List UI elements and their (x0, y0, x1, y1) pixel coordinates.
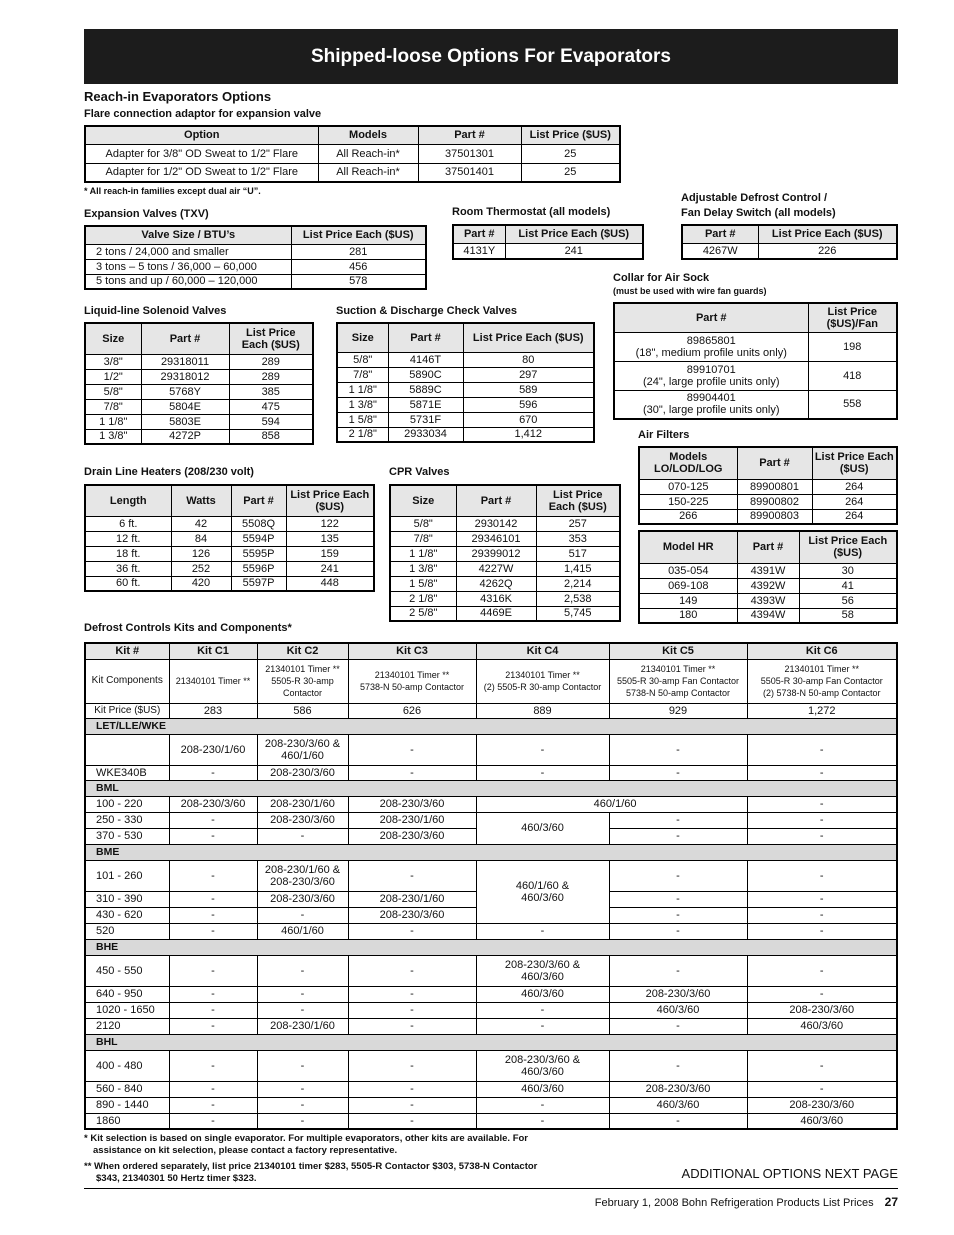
table-row: Kit Price ($US) 283 586 626 889 929 1,272 (85, 703, 897, 718)
table-row: 640 - 950 - - - 460/3/60 208-230/3/60 - (85, 986, 897, 1002)
table-row: 266 89900803 264 (639, 509, 897, 524)
solenoid-title: Liquid-line Solenoid Valves (84, 305, 227, 317)
footer-rule (84, 1188, 898, 1189)
table-row: 520 - 460/1/60 - - - - (85, 923, 897, 939)
table-row: 035-054 4391W 30 (639, 563, 897, 578)
collar-table: Part # List Price ($US)/Fan 89865801 (18", medium profile units only) 198 89910701 (24", large profile units only) 418 89904401 (30", large profile units only) 558 (613, 302, 898, 420)
txv-title: Expansion Valves (TXV) (84, 208, 209, 220)
table-row: 150-225 89900802 264 (639, 494, 897, 509)
table-row: 89904401 (30", large profile units only) 558 (614, 390, 897, 419)
table-row: 180 4394W 58 (639, 608, 897, 623)
filters-table-hr: Model HR Part # List Price Each ($US) 035-054 4391W 30 069-108 4392W 41 149 4393W 56 180 4394W 58 (638, 530, 898, 624)
table-row: 3 tons – 5 tons / 36,000 – 60,000 456 (85, 259, 426, 274)
cpr-table: Size Part # List Price Each ($US) 5/8" 2930142 257 7/8" 29346101 353 1 1/8" 29399012 517 1 3/8" 4227W 1,415 1 5/8" 4262Q 2,214 2 1/8" 4316K 2,538 2 5/8" 4469E 5,745 (389, 484, 621, 622)
table-row: 7/8" 5890C 297 (337, 367, 594, 382)
table-row: 5/8" 2930142 257 (390, 516, 620, 531)
table-row: 89910701 (24", large profile units only) 418 (614, 361, 897, 390)
table-row: 2 tons / 24,000 and smaller 281 (85, 244, 426, 259)
reachin-subtitle: Flare connection adaptor for expansion valve (84, 108, 322, 120)
thermostat-table: Part # List Price Each ($US) 4131Y 241 (452, 224, 644, 260)
collar-title: Collar for Air Sock (613, 272, 710, 284)
table-row: 208-230/1/60 208-230/3/60 & 460/1/60 - - - - (85, 734, 897, 765)
table-row: 890 - 1440 - - - - 460/3/60 208-230/3/60 (85, 1097, 897, 1113)
section-bml: BML (85, 780, 897, 796)
check-title: Suction & Discharge Check Valves (336, 305, 517, 317)
table-row: 1 5/8" 5731F 670 (337, 412, 594, 427)
collar-subtitle: (must be used with wire fan guards) (613, 286, 767, 296)
table-row: 12 ft. 84 5594P 135 (85, 531, 374, 546)
reachin-table: Option Models Part # List Price ($US) Adapter for 3/8" OD Sweat to 1/2" Flare All Reach-in* 37501301 25 Adapter for 1/2" OD Sweat to 1/2" Flare All Reach-in* 37501401 25 (84, 125, 621, 183)
section-bhl: BHL (85, 1034, 897, 1050)
table-row: 2 5/8" 4469E 5,745 (390, 606, 620, 621)
table-row: 560 - 840 - - - 460/3/60 208-230/3/60 - (85, 1081, 897, 1097)
table-row: Adapter for 3/8" OD Sweat to 1/2" Flare All Reach-in* 37501301 25 (85, 144, 620, 163)
table-row: 1020 - 1650 - - - - 460/3/60 208-230/3/60 (85, 1002, 897, 1018)
table-row: 250 - 330 - 208-230/3/60 208-230/1/60 460/3/60 - - (85, 812, 897, 828)
footer-text: February 1, 2008 Bohn Refrigeration Products List Prices (594, 1197, 874, 1209)
section-bme: BME (85, 844, 897, 860)
defrost-note-2: ** When ordered separately, list price 21340101 timer $283, 5505-R Contactor $303, 5738-N Contactor $343, 21340301 50 Hertz timer $323. (84, 1161, 538, 1184)
table-row: 370 - 530 - - 208-230/3/60 - - (85, 828, 897, 844)
table-row: 2 1/8" 2933034 1,412 (337, 427, 594, 442)
thermostat-title: Room Thermostat (all models) (452, 206, 611, 218)
solenoid-table: Size Part # List Price Each ($US) 3/8" 29318011 289 1/2" 29318012 289 5/8" 5768Y 385 7/8" 5804E 475 1 1/8" 5803E 594 1 3/8" 4272P 858 (84, 322, 314, 445)
page-number: 27 (884, 1195, 898, 1209)
cpr-title: CPR Valves (389, 466, 450, 478)
table-row: 1 3/8" 5871E 596 (337, 397, 594, 412)
defrost-title: Defrost Controls Kits and Components* (84, 622, 292, 634)
table-row: 310 - 390 - 208-230/3/60 208-230/1/60 - - (85, 891, 897, 907)
section-let: LET/LLE/WKE (85, 718, 897, 734)
defrost-note-1: * Kit selection is based on single evaporator. For multiple evaporators, other kits are available. For assistance on kit selection, please contact a factory representative. (84, 1133, 528, 1156)
table-row: 1 3/8" 4227W 1,415 (390, 561, 620, 576)
table-row: 3/8" 29318011 289 (85, 354, 313, 369)
defrost-switch-title-1: Adjustable Defrost Control / (681, 192, 828, 204)
reachin-title: Reach-in Evaporators Options (84, 89, 272, 104)
footer (595, 1195, 898, 1209)
defrost-table: Kit # Kit C1 Kit C2 Kit C3 Kit C4 Kit C5 Kit C6 Kit Components 21340101 Timer ** 21340101 Timer ** 5505-R 30-amp Contactor 21340101 Timer ** 5738-N 50-amp Contactor 21340101 Timer ** (2) 5505-R 30-amp Contactor 21340101 Timer ** 5505-R 30-amp Fan Contactor 5738-N 50-amp Contactor 21340101 Timer ** 5505-R 30-amp Fan Contactor (2) 5738-N 50-amp Contactor Kit Price ($US) 283 586 626 889 929 1,272 LET/LLE/WKE 208-230/1/60 208-230/3/60 & 460/1/60 - - - - WKE340B - 208-230/3/60 - - - - BML 100 - 220 208-230/3/60 208-230/1/60 208-230/3/60 460/1/60 - 250 - 330 - 208-230/3/60 208-230/1/60 460/3/60 - - 370 - 530 - - 208-230/3/60 - - BME 101 - 260 - 208-230/1/60 & 208-230/3/60 - 460/1/60 & 460/3/60 - - 310 - 390 - 208-230/3/60 208-230/1/60 - - 430 - 620 - - 208-230/3/60 - - 520 - 460/1/60 - - - - BHE 450 - 550 - - - 208-230/3/60 & 460/3/60 - - 640 - 950 - - - 460/3/60 208-230/3/60 - 1020 - 1650 - - - - 460/3/60 208-230/3/60 2120 - 208-230/1/60 - - - 460/3/60 BHL 400 - 480 - - - 208-230/3/60 & 460/3/60 - - 560 - 840 - - - 460/3/60 208-230/3/60 - 890 - 1440 - - - - 460/3/60 208-230/3/60 1860 - - - - - 460/3/60 (84, 642, 898, 1130)
table-row: 450 - 550 - - - 208-230/3/60 & 460/3/60 - - (85, 955, 897, 986)
check-table: Size Part # List Price Each ($US) 5/8" 4146T 80 7/8" 5890C 297 1 1/8" 5889C 589 1 3/8" 5871E 596 1 5/8" 5731F 670 2 1/8" 2933034 1,412 (336, 322, 595, 443)
reachin-note: * All reach-in families except dual air “U”. (84, 186, 261, 196)
table-row: 1 1/8" 5889C 589 (337, 382, 594, 397)
next-page-notice: ADDITIONAL OPTIONS NEXT PAGE (681, 1166, 898, 1181)
table-row: 1/2" 29318012 289 (85, 369, 313, 384)
table-row: Kit Components 21340101 Timer ** 21340101 Timer ** 5505-R 30-amp Contactor 21340101 Timer ** 5738-N 50-amp Contactor 21340101 Timer ** (2) 5505-R 30-amp Contactor 21340101 Timer ** 5505-R 30-amp Fan Contactor 5738-N 50-amp Contactor 21340101 Timer ** 5505-R 30-amp Fan Contactor (2) 5738-N 50-amp Contactor (85, 659, 897, 703)
table-row: 5 tons and up / 60,000 – 120,000 578 (85, 274, 426, 289)
table-row: 4267W 226 (682, 243, 897, 259)
table-row: 5/8" 4146T 80 (337, 352, 594, 367)
table-row: 18 ft. 126 5595P 159 (85, 546, 374, 561)
page-title: Shipped-loose Options For Evaporators (84, 29, 898, 84)
table-row: 4131Y 241 (453, 243, 643, 259)
table-row: 89865801 (18", medium profile units only) 198 (614, 332, 897, 361)
table-row: 6 ft. 42 5508Q 122 (85, 516, 374, 531)
table-row: 149 4393W 56 (639, 593, 897, 608)
filters-title: Air Filters (638, 429, 690, 441)
table-row: Adapter for 1/2" OD Sweat to 1/2" Flare All Reach-in* 37501401 25 (85, 163, 620, 182)
table-row: 100 - 220 208-230/3/60 208-230/1/60 208-230/3/60 460/1/60 - (85, 796, 897, 812)
section-bhe: BHE (85, 939, 897, 955)
drain-title: Drain Line Heaters (208/230 volt) (84, 466, 254, 478)
table-row: 1 3/8" 4272P 858 (85, 429, 313, 444)
txv-table: Valve Size / BTU’s List Price Each ($US) 2 tons / 24,000 and smaller 281 3 tons – 5 tons / 36,000 – 60,000 456 5 tons and up / 60,000 – 120,000 578 (84, 225, 427, 290)
table-row: WKE340B - 208-230/3/60 - - - - (85, 765, 897, 780)
table-row: 36 ft. 252 5596P 241 (85, 561, 374, 576)
table-row: 070-125 89900801 264 (639, 479, 897, 494)
defrost-switch-title-2: Fan Delay Switch (all models) (681, 207, 836, 219)
table-row: 101 - 260 - 208-230/1/60 & 208-230/3/60 - 460/1/60 & 460/3/60 - - (85, 860, 897, 891)
filters-table-lo: Models LO/LOD/LOG Part # List Price Each ($US) 070-125 89900801 264 150-225 89900802 264 266 89900803 264 (638, 446, 898, 525)
table-row: 1 5/8" 4262Q 2,214 (390, 576, 620, 591)
defrost-switch-table: Part # List Price Each ($US) 4267W 226 (681, 224, 898, 260)
table-row: 1 1/8" 29399012 517 (390, 546, 620, 561)
table-row: 60 ft. 420 5597P 448 (85, 576, 374, 591)
drain-table: Length Watts Part # List Price Each ($US) 6 ft. 42 5508Q 122 12 ft. 84 5594P 135 18 ft. 126 5595P 159 36 ft. 252 5596P 241 60 ft. 420 5597P 448 (84, 484, 375, 592)
table-row: 430 - 620 - - 208-230/3/60 - - (85, 907, 897, 923)
table-row: 1860 - - - - - 460/3/60 (85, 1113, 897, 1129)
table-row: 2120 - 208-230/1/60 - - - 460/3/60 (85, 1018, 897, 1034)
table-row: 5/8" 5768Y 385 (85, 384, 313, 399)
table-row: 069-108 4392W 41 (639, 578, 897, 593)
table-row: 2 1/8" 4316K 2,538 (390, 591, 620, 606)
table-row: 7/8" 5804E 475 (85, 399, 313, 414)
table-row: 400 - 480 - - - 208-230/3/60 & 460/3/60 - - (85, 1050, 897, 1081)
table-row: 1 1/8" 5803E 594 (85, 414, 313, 429)
table-row: 7/8" 29346101 353 (390, 531, 620, 546)
